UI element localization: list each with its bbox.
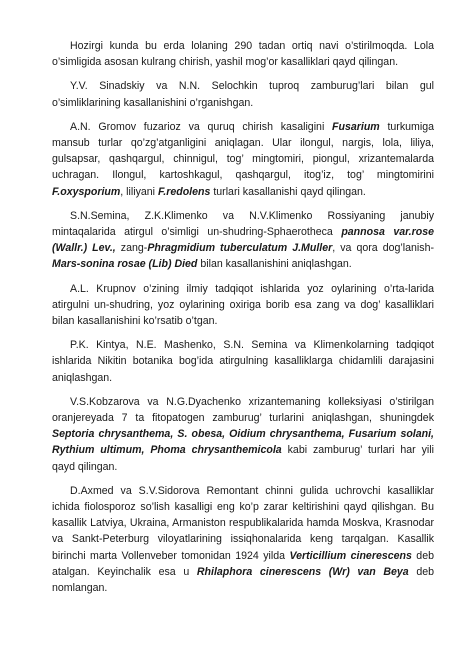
text-run: turlari kasallanishi qayd qilingan. [210, 185, 366, 198]
text-run: , liliyani [120, 185, 158, 198]
paragraph [52, 38, 434, 70]
text-run: kabi zamburug’ turlari har yili qayd qilingan. [52, 444, 434, 473]
text-run: Y.V. Sinadskiy va N.N. Selochkin tuproq zamburug’lari bilan gul o’simliklarining kasallanishini o’rganishgan. [52, 80, 434, 109]
scientific-name: Mars-sonina rosae (Lib) Died [52, 258, 198, 271]
text-run: zang- [115, 242, 148, 255]
paragraph [52, 281, 434, 330]
paragraph [52, 483, 434, 596]
scientific-name: pannosa var.rose (Wallr.) Lev., [52, 226, 434, 255]
scientific-name: Phragmidium tuberculatum J.Muller [147, 242, 333, 255]
text-run: A.L. Krupnov o’zining ilmiy tadqiqot ishlarida yoz oylarining o’rta-larida atirgulni un-shudring, yoz oylarining oxiriga borib esa zang va dog’ kasalliklari bilan kasallanishini ko’rsatib o’tgan. [52, 282, 434, 328]
text-run: Hozirgi kunda bu erda lolaning 290 tadan ortiq navi o’stirilmoqda. Lola o’simligida asosan kulrang chirish, yashil mog’or kasalliklari qayd qilingan. [52, 40, 434, 69]
text-run: turkumiga mansub turlar qo’zg’atganligini aniqlagan. Ular ilongul, nargis, lola, liliya, gulsapsar, qashqargul, chinnigul, tog’ mingtomiri, piongul, xrizantemalarda uchragan. Ilongul, kartoshkagul, qashqargul, itog’iz, tog’ mingtomirini [52, 120, 434, 182]
paragraph [52, 337, 434, 386]
text-run: bilan kasallanishini aniqlashgan. [197, 258, 352, 271]
text-run: , va qora dog’lanish- [332, 242, 434, 255]
paragraph [52, 208, 434, 273]
text-run: D.Axmed va S.V.Sidorova Remontant chinni gulida uchrovchi kasalliklar ichida fiolosporoz so’lish kasalligi eng ko’p zarar keltirishini qayd qilishgan. Bu kasallik Latviya, Ukraina, Armaniston respublikalarida hamda Moskva, Krasnodar va Sankt-Peterburg viloyatlarining issiqhonalarida keng tarqalgan. Kasallik birinchi marta Vollenveber tomonidan 1924 yilda [52, 484, 434, 562]
paragraph [52, 119, 434, 200]
text-run: A.N. Gromov fuzarioz va quruq chirish kasaligini [70, 120, 333, 133]
text-run: P.K. Kintya, N.E. Mashenko, S.N. Semina va Klimenkolarning tadqiqot ishlarida Nikitin botanika bog’ida atirgulning kasalliklarga chidamlili darajasini aniqlashgan. [52, 339, 434, 384]
scientific-name: Rhilaphora cinerescens (Wr) van Beya [196, 565, 409, 578]
text-run: deb nomlangan. [52, 565, 435, 595]
scientific-name: F.oxysporium [52, 185, 121, 198]
scientific-name: Septoria chrysanthema, S. obesa, Oidium chrysanthema, Fusarium solani, Rythium ultimum, Phoma chrysanthemicola [52, 428, 434, 457]
text-run: V.S.Kobzarova va N.G.Dyachenko xrizantemaning kolleksiyasi o’stirilgan oranjereyada 7 ta fitopatogen zamburug’ turlarini aniqlashgan, shuningdek [52, 395, 434, 425]
scientific-name: Verticillium cinerescens [289, 549, 412, 562]
text-run: S.N.Semina, Z.K.Klimenko va N.V.Klimenko Rossiyaning janubiy mintaqalarida atirgul o’simligi un-shudring-Sphaerotheca [52, 209, 434, 239]
scientific-name: F.redolens [157, 185, 211, 198]
text-run: deb atalgan. Keyinchalik esa u [52, 549, 434, 578]
scientific-name: Fusarium [332, 120, 380, 133]
paragraph [52, 78, 434, 110]
paragraph [52, 394, 434, 475]
